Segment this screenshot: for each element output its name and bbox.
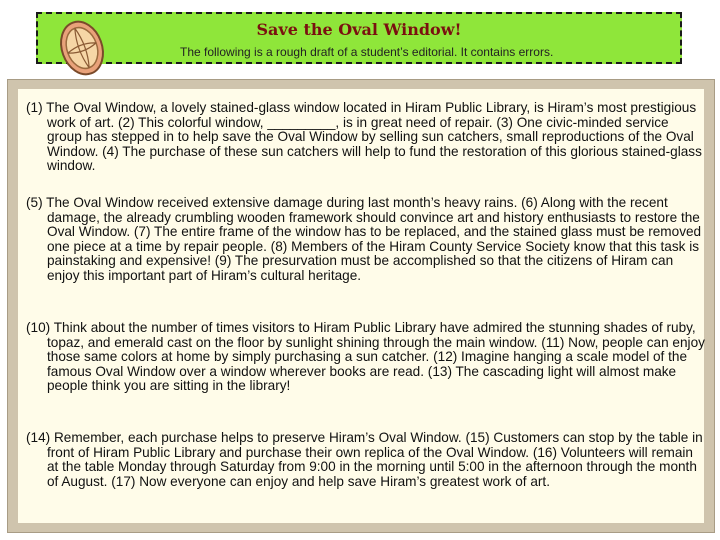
paragraph-4: (14) Remember, each purchase helps to preserve Hiram’s Oval Window. (15) Customers can stop by the table in front of Hiram Public Library and purchase their own replica of the Oval Window. (16) Volunteers will remain at the table Monday through Saturday from 9:00 in the morning until 5:00 in the afternoon through the month of August. (17) Now everyone can enjoy and help save Hiram’s greatest work of art. [26,430,703,489]
page-subtitle: The following is a rough draft of a student’s editorial. It contains errors. [180,45,554,59]
editorial-frame [7,79,715,533]
paragraph-1: (1) The Oval Window, a lovely stained-glass window located in Hiram Public Library, is Hiram’s most prestigious work of art. (2) This colorful window, _________, is in great need of repair. (3) One civic-minded service group has stepped in to help save the Oval Window by selling sun catchers, small reproductions of the Oval Window. (4) The purchase of these sun catchers will help to fund the restoration of this glorious stained-glass window. [26,100,702,173]
oval-window-icon [56,16,108,80]
paragraph-3: (10) Think about the number of times visitors to Hiram Public Library have admired the stunning shades of ruby, topaz, and emerald cast on the floor by sunlight shining through the main window. (11) Now, people can enjoy those same colors at home by simply purchasing a sun catcher. (12) Imagine hanging a scale model of the famous Oval Window over a window wherever books are read. (13) The cascading light will almost make people think you are sitting in the library! [26,320,705,393]
paragraph-2: (5) The Oval Window received extensive damage during last month’s heavy rains. (6) Along with the recent damage, the already crumbling wooden framework should convince art and history enthusiasts to restore the Oval Window. (7) The entire frame of the window has to be replaced, and the stained glass must be removed one piece at a time by repair people. (8) Members of the Hiram County Service Society know that this task is painstaking and expensive! (9) The presurvation must be accomplished so that the citizens of Hiram can enjoy this important part of Hiram’s cultural heritage. [26,195,702,283]
page-title: Save the Oval Window! [256,20,462,39]
editorial-draft [18,89,704,523]
title-banner [36,12,682,64]
